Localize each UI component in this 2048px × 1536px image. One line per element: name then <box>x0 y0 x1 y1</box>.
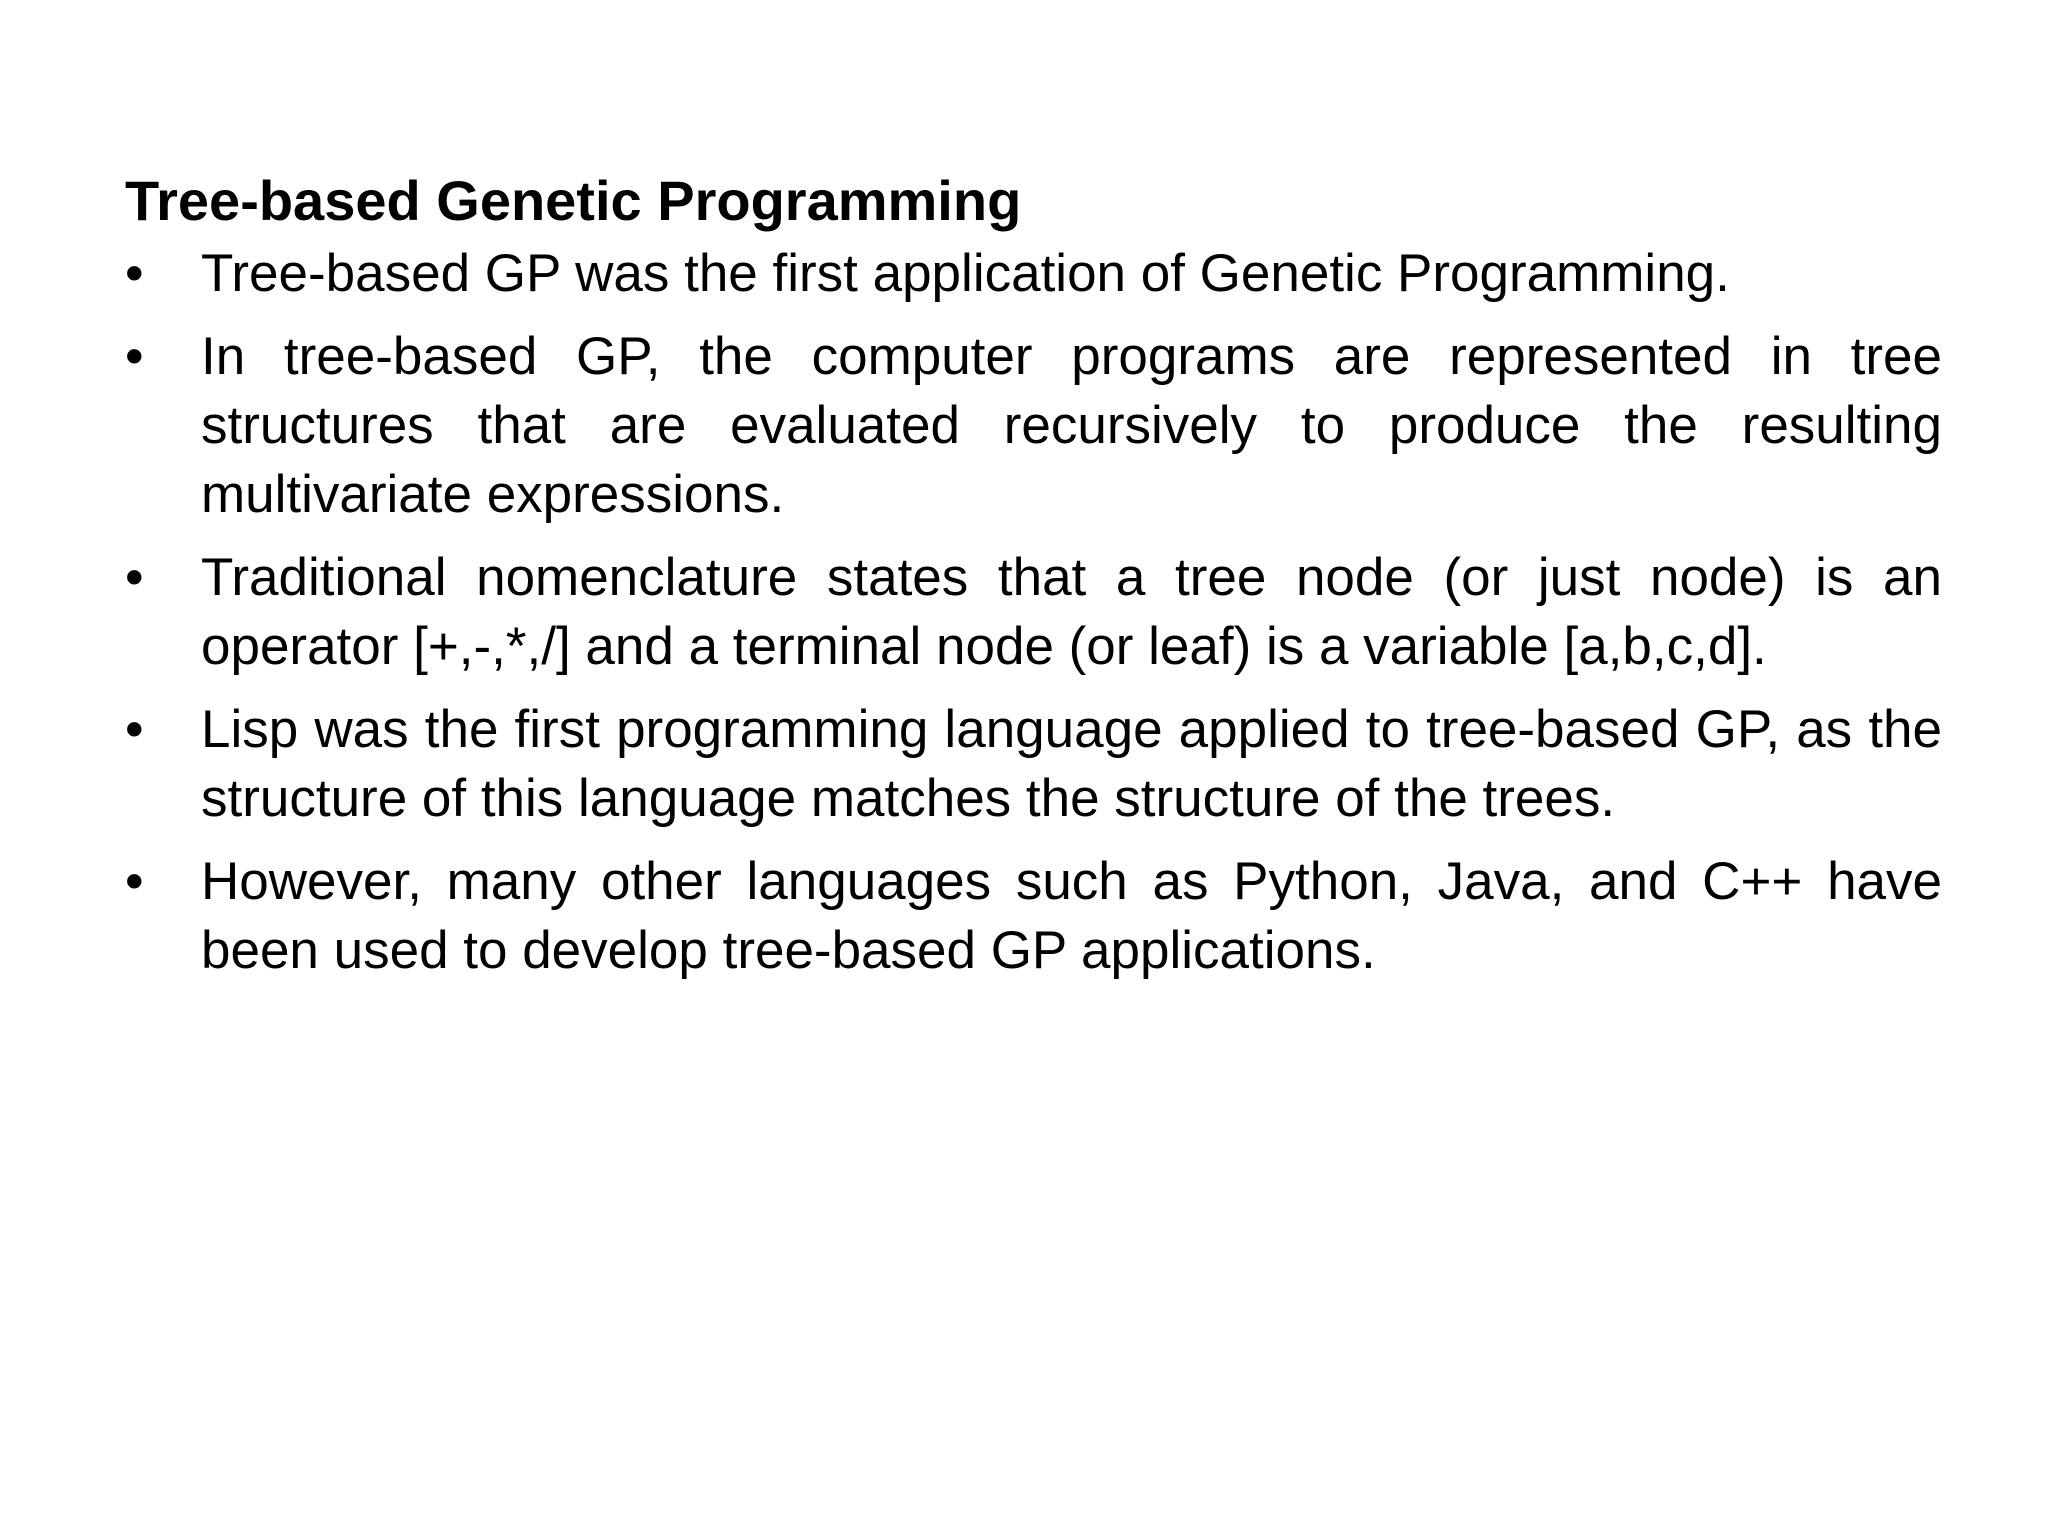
bullet-text: Traditional nomenclature states that a tree node (or just node) is an operator [+,-,*,/] and a terminal node (or leaf) is a variable [a,b,c,d]. <box>201 548 1942 676</box>
bullet-text: However, many other languages such as Python, Java, and C++ have been used to develop tree-based GP applications. <box>201 852 1942 980</box>
slide-title: Tree-based Genetic Programming <box>125 169 1022 232</box>
slide-content <box>125 165 1942 999</box>
bullet-text: Tree-based GP was the first application of Genetic Programming. <box>201 244 1730 303</box>
bullet-icon: • <box>125 548 144 607</box>
bullet-text: Lisp was the first programming language applied to tree-based GP, as the structure of this language matches the structure of the trees. <box>201 700 1942 828</box>
bullet-icon: • <box>125 244 144 303</box>
bullet-item <box>125 847 1942 985</box>
bullet-icon: • <box>125 700 144 759</box>
bullet-item <box>125 239 1942 308</box>
bullet-text: In tree-based GP, the computer programs are represented in tree structures that are evaluated recursively to produce the resulting multivariate expressions. <box>201 327 1942 524</box>
bullet-list <box>125 239 1942 985</box>
bullet-item <box>125 695 1942 833</box>
bullet-icon: • <box>125 852 144 911</box>
bullet-icon: • <box>125 327 144 386</box>
bullet-item <box>125 543 1942 681</box>
bullet-item <box>125 322 1942 529</box>
